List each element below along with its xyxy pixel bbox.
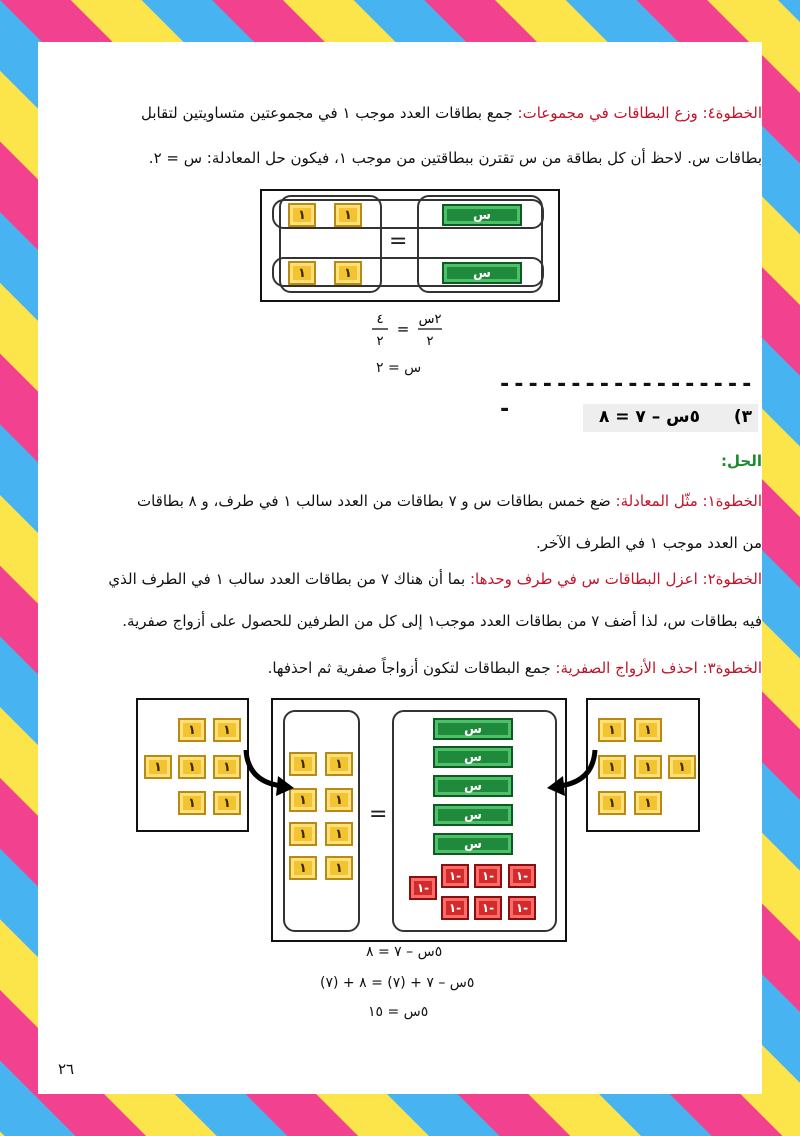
figure2-right-box xyxy=(586,698,700,832)
step1-text2: من العدد موجب ١ في الطرف الآخر. xyxy=(535,534,762,552)
x-card: س xyxy=(433,746,513,768)
one-card: ١ xyxy=(178,755,206,779)
equation-line-2: ٥س – ٧ + (٧) = ٨ + (٧) xyxy=(320,975,475,991)
rhs-denominator: ٢ xyxy=(376,334,384,349)
step4-line2 xyxy=(149,149,762,167)
problem-equation: ٥س – ٧ = ٨ xyxy=(598,407,700,427)
one-card: ١ xyxy=(598,791,626,815)
step4-label: الخطوة٤: وزع البطاقات في مجموعات: xyxy=(517,104,762,122)
step1-line2 xyxy=(536,534,762,552)
negative-one-card: ١- xyxy=(508,896,536,920)
one-card: ١ xyxy=(598,718,626,742)
problem-number: ٣) xyxy=(733,407,752,427)
equation-line-3: ٥س = ١٥ xyxy=(368,1004,429,1020)
step3-line1 xyxy=(268,659,762,677)
one-card: ١ xyxy=(325,752,353,776)
one-card: ١ xyxy=(289,822,317,846)
step2-line1 xyxy=(108,570,762,588)
figure2-main-box xyxy=(271,698,567,942)
one-card: ١ xyxy=(634,718,662,742)
page-sheet xyxy=(38,42,762,1094)
x-card: س xyxy=(442,204,522,226)
step4-line1 xyxy=(141,104,762,122)
one-card: ١ xyxy=(289,752,317,776)
x-card: س xyxy=(433,775,513,797)
negative-one-card: ١- xyxy=(441,896,469,920)
step4-text1: جمع بطاقات العدد موجب ١ في مجموعتين متساويتين لتقابل xyxy=(140,104,518,122)
one-card: ١ xyxy=(288,261,316,285)
step4-text2: بطاقات س. لاحظ أن كل بطاقة من س تقترن ببطاقتين من موجب ١، فيكون حل المعادلة: س = ٢. xyxy=(148,149,762,167)
equals-sign: = xyxy=(369,802,388,827)
solution-label: الحل: xyxy=(721,452,762,470)
one-card: ١ xyxy=(144,755,172,779)
fraction-equals: = xyxy=(396,320,410,338)
one-card: ١ xyxy=(213,718,241,742)
negative-one-card: ١- xyxy=(508,864,536,888)
one-card: ١ xyxy=(634,755,662,779)
step1-line1 xyxy=(137,492,762,510)
dashed-divider: ------------------- xyxy=(498,372,755,422)
step1-text1: ضع خمس بطاقات س و ٧ بطاقات من العدد سالب ١ في طرف، و ٨ بطاقات xyxy=(136,492,616,510)
one-card: ١ xyxy=(213,791,241,815)
right-curved-arrow-icon xyxy=(543,742,603,802)
one-card: ١ xyxy=(668,755,696,779)
step2-text1: بما أن هناك ٧ من بطاقات العدد سالب ١ في الطرف الذي xyxy=(108,570,470,588)
step3-label: الخطوة٣: احذف الأزواج الصفرية: xyxy=(555,659,762,677)
rhs-numerator: ٤ xyxy=(376,312,384,327)
one-card: ١ xyxy=(178,791,206,815)
lhs-denominator: ٢ xyxy=(426,334,434,349)
x-card: س xyxy=(433,718,513,740)
step2-text2: فيه بطاقات س، لذا أضف ٧ من بطاقات العدد موجب١ إلى كل من الطرفين للحصول على أزواج صفرية. xyxy=(122,612,762,630)
one-card: ١ xyxy=(289,788,317,812)
equation-line-1: ٥س – ٧ = ٨ xyxy=(366,944,443,960)
left-curved-arrow-icon xyxy=(238,742,298,802)
step1-label: الخطوة١: مثّل المعادلة: xyxy=(615,492,762,510)
one-card: ١ xyxy=(325,822,353,846)
lhs-numerator: ٢س xyxy=(418,312,442,327)
one-card: ١ xyxy=(325,856,353,880)
figure2-left-box xyxy=(136,698,249,832)
x-card: س xyxy=(442,262,522,284)
result-equation: س = ٢ xyxy=(376,360,422,376)
negative-one-card: ١- xyxy=(474,896,502,920)
step2-line2 xyxy=(122,612,762,630)
one-card: ١ xyxy=(289,856,317,880)
one-card: ١ xyxy=(178,718,206,742)
one-card: ١ xyxy=(334,203,362,227)
negative-one-card: ١- xyxy=(409,876,437,900)
one-card: ١ xyxy=(598,755,626,779)
negative-one-card: ١- xyxy=(441,864,469,888)
one-card: ١ xyxy=(213,755,241,779)
step2-label: الخطوة٢: اعزل البطاقات س في طرف وحدها: xyxy=(469,570,762,588)
figure1-frame xyxy=(260,189,560,302)
negative-one-card: ١- xyxy=(474,864,502,888)
page-number: ٢٦ xyxy=(58,1060,75,1078)
equals-sign: = xyxy=(389,229,408,254)
x-card: س xyxy=(433,804,513,826)
one-card: ١ xyxy=(325,788,353,812)
x-card: س xyxy=(433,833,513,855)
one-card: ١ xyxy=(288,203,316,227)
fraction-equation xyxy=(358,308,448,354)
problem3-header xyxy=(583,404,758,432)
step3-text1: جمع البطاقات لتكون أزواجاً صفرية ثم احذفها. xyxy=(267,659,556,677)
one-card: ١ xyxy=(634,791,662,815)
one-card: ١ xyxy=(334,261,362,285)
